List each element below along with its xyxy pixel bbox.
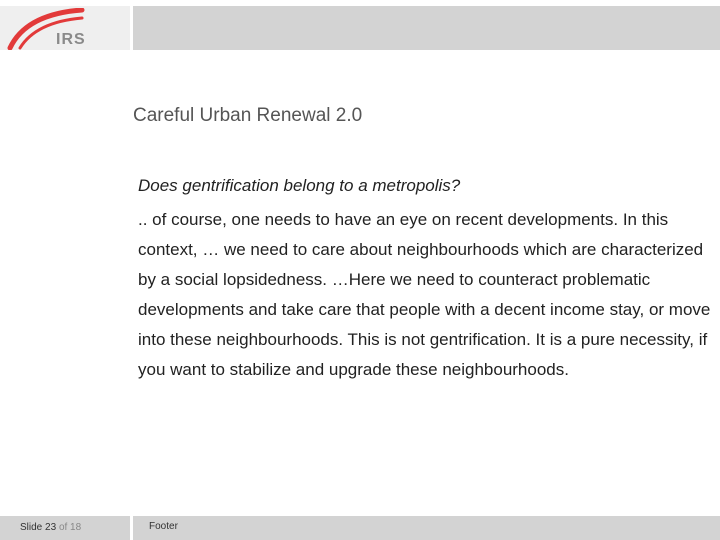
slide-number-label: Slide: [20, 522, 43, 533]
slide-number: [20, 522, 81, 533]
logo: [0, 6, 130, 50]
slide-number-current: 23: [45, 522, 57, 533]
slide-title: Careful Urban Renewal 2.0: [133, 105, 363, 126]
slide-number-total: of 18: [58, 522, 82, 533]
slide-body-text: .. of course, one needs to have an eye on recent developments. In this context, … we need to care about neighbourhoods which are characterized by a social lopsidedness. …Here we need to counteract problematic developments and take care that people with a decent income stay, or move into these neighbourhoods. This is not gentrification. It is a pure necessity, if you want to stabilize and upgrade these neighbourhoods.: [138, 210, 711, 379]
slide-number-area: [0, 516, 130, 540]
header-bar: [133, 6, 720, 50]
slide-question: Does gentrification belong to a metropolis?: [138, 176, 461, 195]
footer-text: Footer: [149, 521, 178, 532]
logo-text: IRS: [56, 31, 86, 48]
footer-bar: [133, 516, 720, 540]
